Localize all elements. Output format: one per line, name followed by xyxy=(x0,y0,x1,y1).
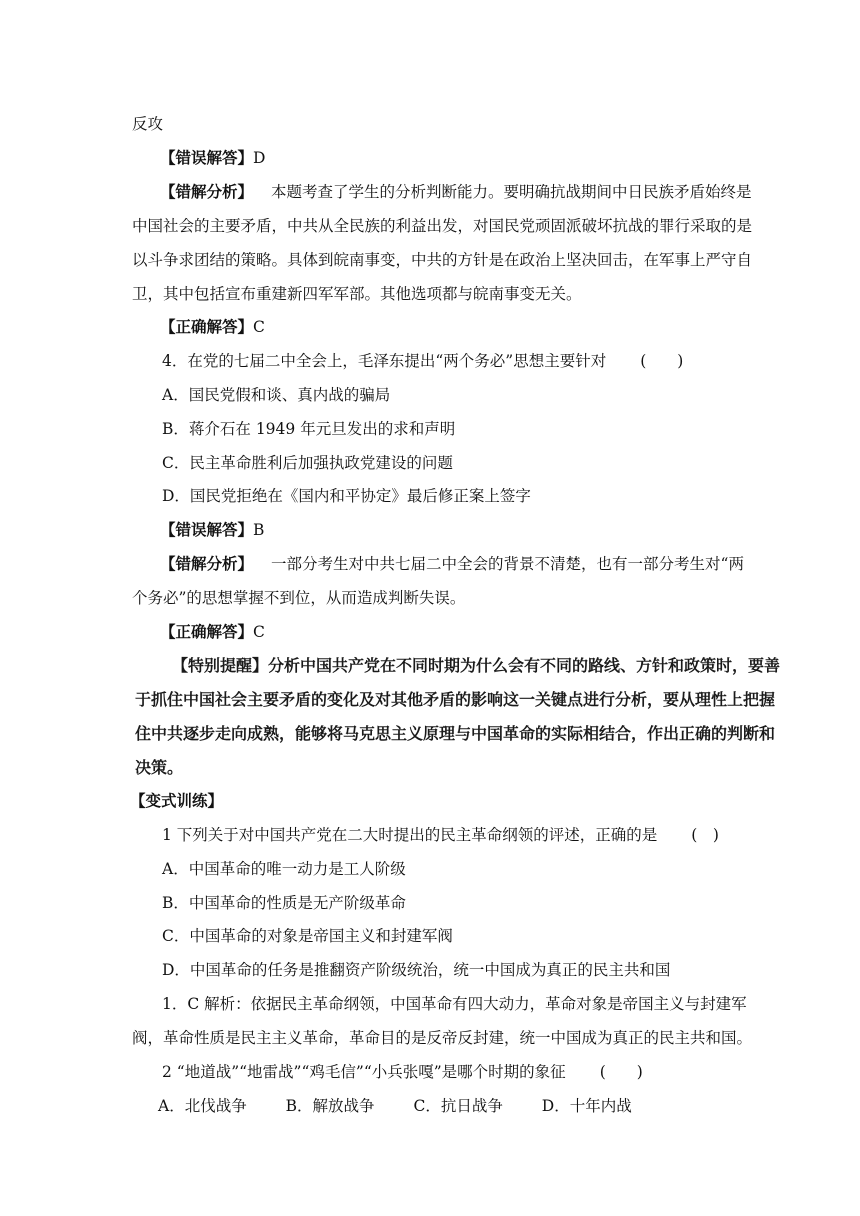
answer-parenthesis: ( ) xyxy=(691,826,719,844)
section-tag: 【正确解答】 xyxy=(160,622,254,641)
text-line: 以斗争求团结的策略。具体到皖南事变，中共的方针是在政治上坚决回击，在军事上严守自 xyxy=(132,251,753,269)
option-d: D．中国革命的任务是推翻资产阶级统治，统一中国成为真正的民主共和国 xyxy=(162,961,671,979)
text-line: 中国社会的主要矛盾，中共从全民族的利益出发，对国民党顽固派破坏抗战的罪行采取的是 xyxy=(132,217,753,235)
text-line: 反攻 xyxy=(132,115,164,133)
option-a: A．北伐战争 xyxy=(158,1097,247,1115)
section-tag: 【特别提醒】 xyxy=(172,656,269,675)
option-c: C．中国革命的对象是帝国主义和封建军阀 xyxy=(162,927,453,945)
text-line: 个务必”的思想掌握不到位，从而造成判断失误。 xyxy=(132,589,466,607)
correct-answer-line: 【正确解答】C xyxy=(160,317,265,336)
wrong-answer-line: 【错误解答】D xyxy=(160,148,266,167)
answer-parenthesis: ( ) xyxy=(640,352,684,370)
wrong-answer-line: 【错误解答】B xyxy=(160,520,265,539)
option-c: C．民主革命胜利后加强执政党建设的问题 xyxy=(162,454,453,472)
special-reminder-line: 决策。 xyxy=(135,758,184,777)
explanation-line: 阀，革命性质是民主主义革命，革命目的是反帝反封建，统一中国成为真正的民主共和国。 xyxy=(132,1029,753,1047)
correct-answer-line: 【正确解答】C xyxy=(160,622,265,641)
explanation-line: 1．C 解析：依据民主革命纲领，中国革命有四大动力，革命对象是帝国主义与封建军 xyxy=(162,995,747,1013)
option-a: A．中国革命的唯一动力是工人阶级 xyxy=(162,860,406,878)
option-c: C．抗日战争 xyxy=(413,1097,503,1115)
section-tag: 【错误解答】 xyxy=(160,520,254,539)
variant-training-heading: 【变式训练】 xyxy=(130,791,224,810)
option-d: D．国民党拒绝在《国内和平协定》最后修正案上签字 xyxy=(162,487,531,505)
special-reminder-line: 于抓住中国社会主要矛盾的变化及对其他矛盾的影响这一关键点进行分析，要从理性上把握 xyxy=(135,690,776,709)
section-tag: 【错误解答】 xyxy=(160,148,254,167)
wrong-analysis-line: 【错解分析】 一部分考生对中共七届二中全会的背景不清楚，也有一部分考生对“两 xyxy=(160,554,744,573)
section-tag: 【错解分析】 xyxy=(160,182,254,201)
answer-parenthesis: ( ) xyxy=(599,1063,643,1081)
option-b: B．中国革命的性质是无产阶级革命 xyxy=(162,894,406,912)
special-reminder-line: 【特别提醒】分析中国共产党在不同时期为什么会有不同的路线、方针和政策时，要善 xyxy=(172,656,781,675)
option-b: B．蒋介石在 1949 年元旦发出的求和声明 xyxy=(162,420,456,438)
wrong-analysis-line: 【错解分析】 本题考查了学生的分析判断能力。要明确抗战期间中日民族矛盾始终是 xyxy=(160,182,752,201)
question-2: 2 “地道战”“地雷战”“鸡毛信”“小兵张嘎”是哪个时期的象征 ( ) xyxy=(162,1063,643,1081)
question-4: 4．在党的七届二中全会上，毛泽东提出“两个务必”思想主要针对 ( ) xyxy=(162,352,684,370)
options-row xyxy=(158,1096,632,1116)
option-b: B．解放战争 xyxy=(285,1097,375,1115)
option-a: A．国民党假和谈、真内战的骗局 xyxy=(162,386,391,404)
section-tag: 【正确解答】 xyxy=(160,317,254,336)
question-1: 1 下列关于对中国共产党在二大时提出的民主革命纲领的评述，正确的是 ( ) xyxy=(162,826,719,844)
section-tag: 【错解分析】 xyxy=(160,554,254,573)
text-line: 卫，其中包括宣布重建新四军军部。其他选项都与皖南事变无关。 xyxy=(132,285,582,303)
special-reminder-line: 住中共逐步走向成熟，能够将马克思主义原理与中国革命的实际相结合，作出正确的判断和 xyxy=(135,724,776,743)
option-d: D．十年内战 xyxy=(541,1097,632,1115)
